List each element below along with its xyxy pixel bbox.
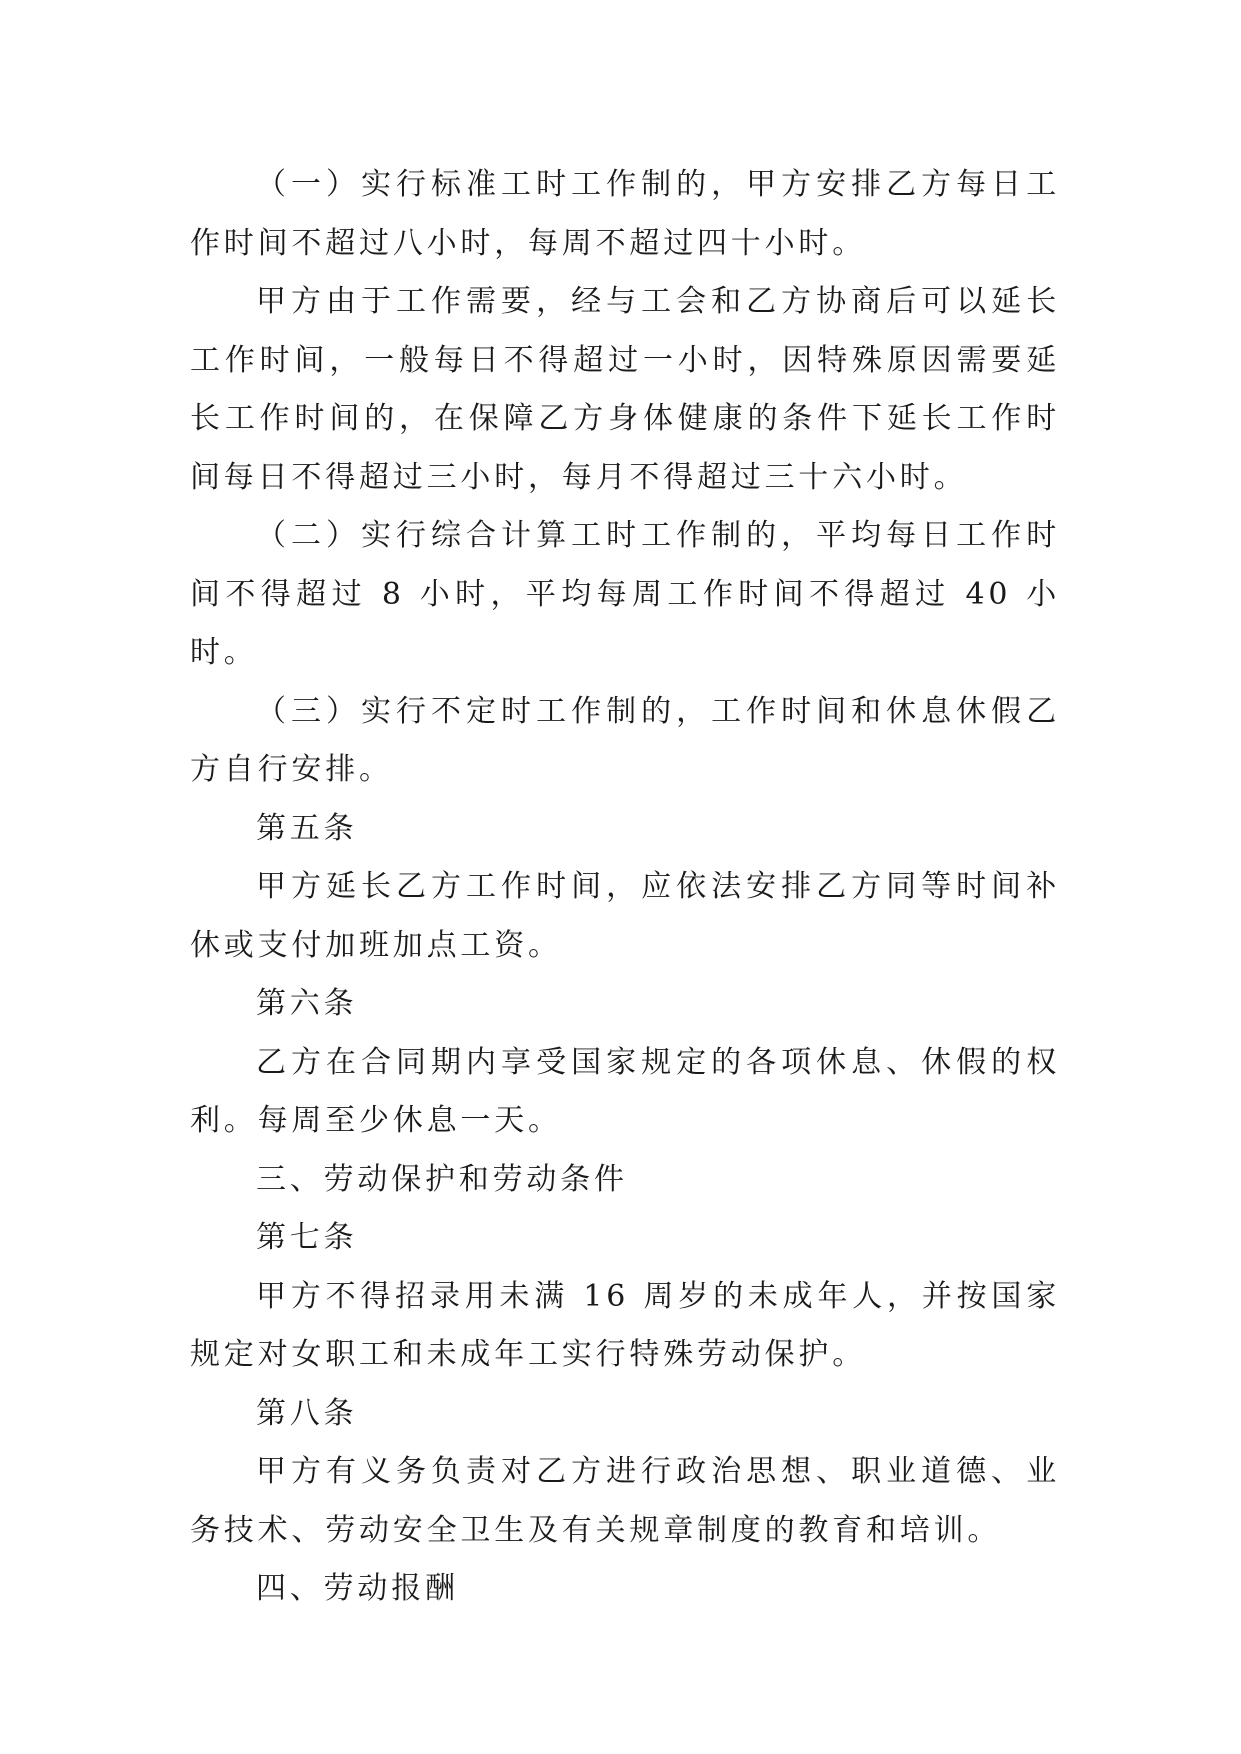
section-4-heading: 四、劳动报酬 [256, 1571, 459, 1606]
document-body [190, 156, 1060, 1619]
paragraph-minor-protection: 甲方不得招录用未满 16 周岁的未成年人，并按国家规定对女职工和未成年工实行特殊劳动保护。 [190, 1278, 1060, 1372]
article-7-heading: 第七条 [256, 1220, 358, 1255]
article-8-heading: 第八条 [256, 1395, 358, 1431]
paragraph-rest-rights: 乙方在合同期内享受国家规定的各项休息、休假的权利。每周至少休息一天。 [190, 1044, 1060, 1138]
paragraph-overtime-compensation: 甲方延长乙方工作时间，应依法安排乙方同等时间补休或支付加班加点工资。 [190, 869, 1060, 963]
section-3-heading: 三、劳动保护和劳动条件 [256, 1161, 628, 1197]
paragraph-training-duty: 甲方有义务负责对乙方进行政治思想、职业道德、业务技术、劳动安全卫生及有关规章制度的教育和培训。 [190, 1454, 1060, 1548]
paragraph-standard-hours: （一）实行标准工时工作制的，甲方安排乙方每日工作时间不超过八小时，每周不超过四十小时。 [190, 167, 1060, 261]
article-5-heading: 第五条 [256, 810, 358, 846]
article-6-heading: 第六条 [256, 986, 358, 1021]
paragraph-comprehensive-hours: （二）实行综合计算工时工作制的，平均每日工作时间不得超过 8 小时，平均每周工作时间不得超过 40 小时。 [190, 518, 1060, 670]
paragraph-overtime-limits: 甲方由于工作需要，经与工会和乙方协商后可以延长工作时间，一般每日不得超过一小时，因特殊原因需要延长工作时间的，在保障乙方身体健康的条件下延长工作时间每日不得超过三小时，每月不得超过三十六小时。 [190, 284, 1060, 495]
paragraph-flexible-hours: （三）实行不定时工作制的，工作时间和休息休假乙方自行安排。 [190, 693, 1060, 787]
